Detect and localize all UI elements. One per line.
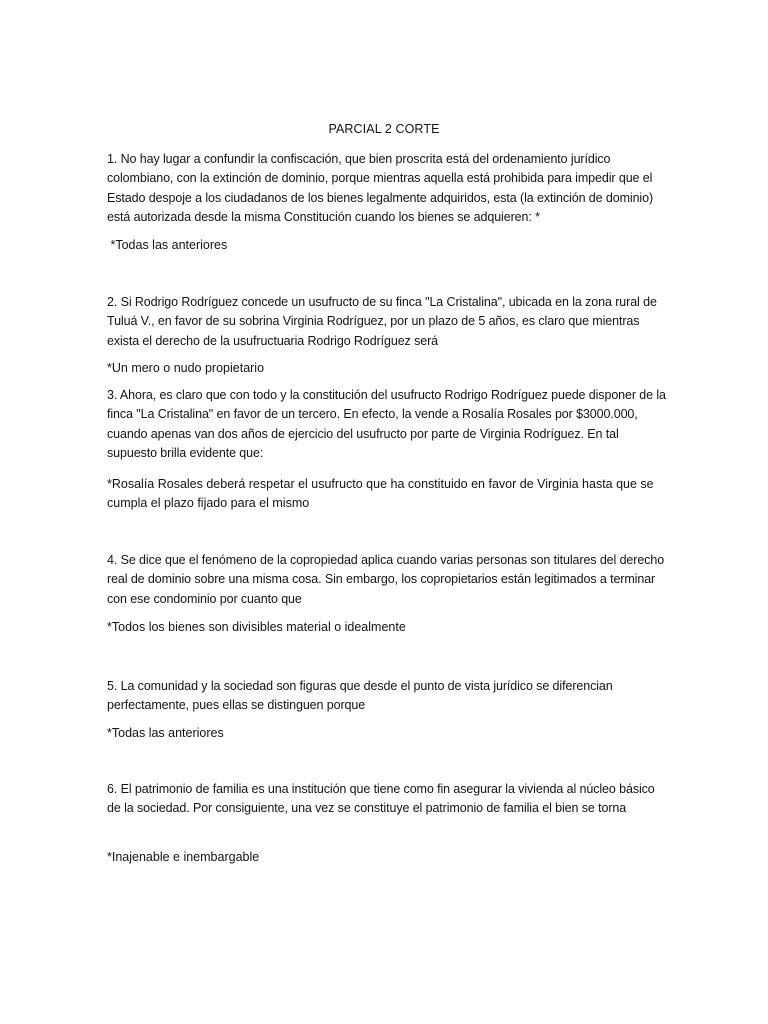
page-title: PARCIAL 2 CORTE xyxy=(328,122,440,136)
answer-4: *Todos los bienes son divisibles material o idealmente xyxy=(107,620,406,634)
answer-1: *Todas las anteriores xyxy=(107,238,228,252)
answer-5: *Todas las anteriores xyxy=(107,726,224,740)
answer-2: *Un mero o nudo propietario xyxy=(107,361,265,375)
question-5: 5. La comunidad y la sociedad son figuras que desde el punto de vista jurídico se diferencian perfectamente, pues ellas se distinguen porque xyxy=(107,679,613,713)
question-6: 6. El patrimonio de familia es una institución que tiene como fin asegurar la vivienda al núcleo básico de la sociedad. Por consiguiente, una vez se constituye el patrimonio de familia el bien se torna xyxy=(107,782,655,816)
answer-3: *Rosalía Rosales deberá respetar el usufructo que ha constituido en favor de Virginia hasta que se cumpla el plazo fijado para el mismo xyxy=(107,477,654,511)
answer-6: *Inajenable e inembargable xyxy=(107,850,260,864)
question-2: 2. Si Rodrigo Rodríguez concede un usufructo de su finca "La Cristalina", ubicada en la zona rural de Tuluá V., en favor de su sobrina Virginia Rodríguez, por un plazo de 5 años, es claro que mientras exista el derecho de la usufructuaria Rodrigo Rodríguez será xyxy=(107,295,657,348)
question-1: 1. No hay lugar a confundir la confiscación, que bien proscrita está del ordenamiento jurídico colombiano, con la extinción de dominio, porque mientras aquella está prohibida para impedir que el Estado despoje a los ciudadanos de los bienes legalmente adquiridos, esta (la extinción de dominio) está autorizada desde la misma Constitución cuando los bienes se adquieren: * xyxy=(107,152,654,224)
question-4: 4. Se dice que el fenómeno de la copropiedad aplica cuando varias personas son titulares del derecho real de dominio sobre una misma cosa. Sin embargo, los copropietarios están legitimados a terminar con ese condominio por cuanto que xyxy=(107,553,665,606)
question-3: 3. Ahora, es claro que con todo y la constitución del usufructo Rodrigo Rodríguez puede disponer de la finca "La Cristalina" en favor de un tercero. En efecto, la vende a Rosalía Rosales por $3000.000, cuando apenas van dos años de ejercicio del usufructo por parte de Virginia Rodríguez. En tal supuesto brilla evidente que: xyxy=(107,388,666,460)
